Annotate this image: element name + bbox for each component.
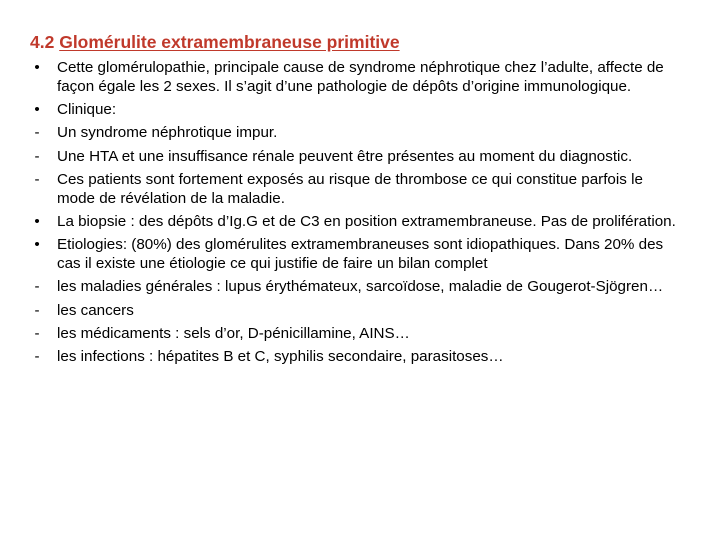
dash-marker: - bbox=[34, 170, 40, 188]
item-text: les maladies générales : lupus érythémateux, sarcoïdose, maladie de Gougerot-Sjögren… bbox=[57, 278, 664, 296]
title-text: Glomérulite extramembraneuse primitive bbox=[59, 32, 400, 52]
item-text: les médicaments : sels d’or, D-pénicillamine, AINS… bbox=[57, 325, 410, 343]
item-text: Etiologies: (80%) des glomérulites extramembraneuses sont idiopathiques. Dans 20% des cas il existe une étiologie ce qui justifie de faire un bilan complet bbox=[57, 236, 664, 273]
bullet-marker: • bbox=[34, 101, 40, 119]
item-text: les infections : hépatites B et C, syphilis secondaire, parasitoses… bbox=[57, 348, 504, 366]
list-item bbox=[30, 236, 680, 274]
list-item bbox=[30, 348, 680, 367]
title-number: 4.2 bbox=[30, 32, 55, 52]
dash-marker: - bbox=[34, 278, 40, 296]
list-item bbox=[30, 325, 680, 344]
dash-marker: - bbox=[34, 147, 40, 165]
list-item bbox=[30, 59, 680, 97]
dash-marker: - bbox=[34, 348, 40, 366]
list-item bbox=[30, 148, 680, 167]
dash-marker: - bbox=[34, 325, 40, 343]
item-text: Cette glomérulopathie, principale cause de syndrome néphrotique chez l’adulte, affecte de façon égale les 2 sexes. Il s’agit d’une pathologie de dépôts d’origine immunologique. bbox=[57, 59, 664, 95]
list-item bbox=[30, 101, 680, 120]
bullet-marker: • bbox=[34, 59, 40, 76]
list-item bbox=[30, 213, 680, 232]
list-item bbox=[30, 278, 680, 297]
item-text: Une HTA et une insuffisance rénale peuvent être présentes au moment du diagnostic. bbox=[57, 147, 633, 165]
dash-marker: - bbox=[34, 124, 40, 142]
bullet-list bbox=[30, 59, 680, 372]
item-text: Ces patients sont fortement exposés au risque de thrombose ce qui constitue parfois le mode de révélation de la maladie. bbox=[57, 170, 643, 207]
list-item bbox=[30, 171, 680, 209]
slide-title bbox=[30, 32, 400, 53]
bullet-marker: • bbox=[34, 236, 40, 254]
item-text: les cancers bbox=[57, 301, 134, 319]
item-text: Clinique: bbox=[57, 101, 117, 119]
item-text: Un syndrome néphrotique impur. bbox=[57, 124, 278, 142]
dash-marker: - bbox=[34, 301, 40, 319]
list-item bbox=[30, 302, 680, 321]
item-text: La biopsie : des dépôts d’Ig.G et de C3 en position extramembraneuse. Pas de prolifération. bbox=[57, 213, 676, 231]
bullet-marker: • bbox=[34, 213, 40, 231]
list-item bbox=[30, 124, 680, 143]
